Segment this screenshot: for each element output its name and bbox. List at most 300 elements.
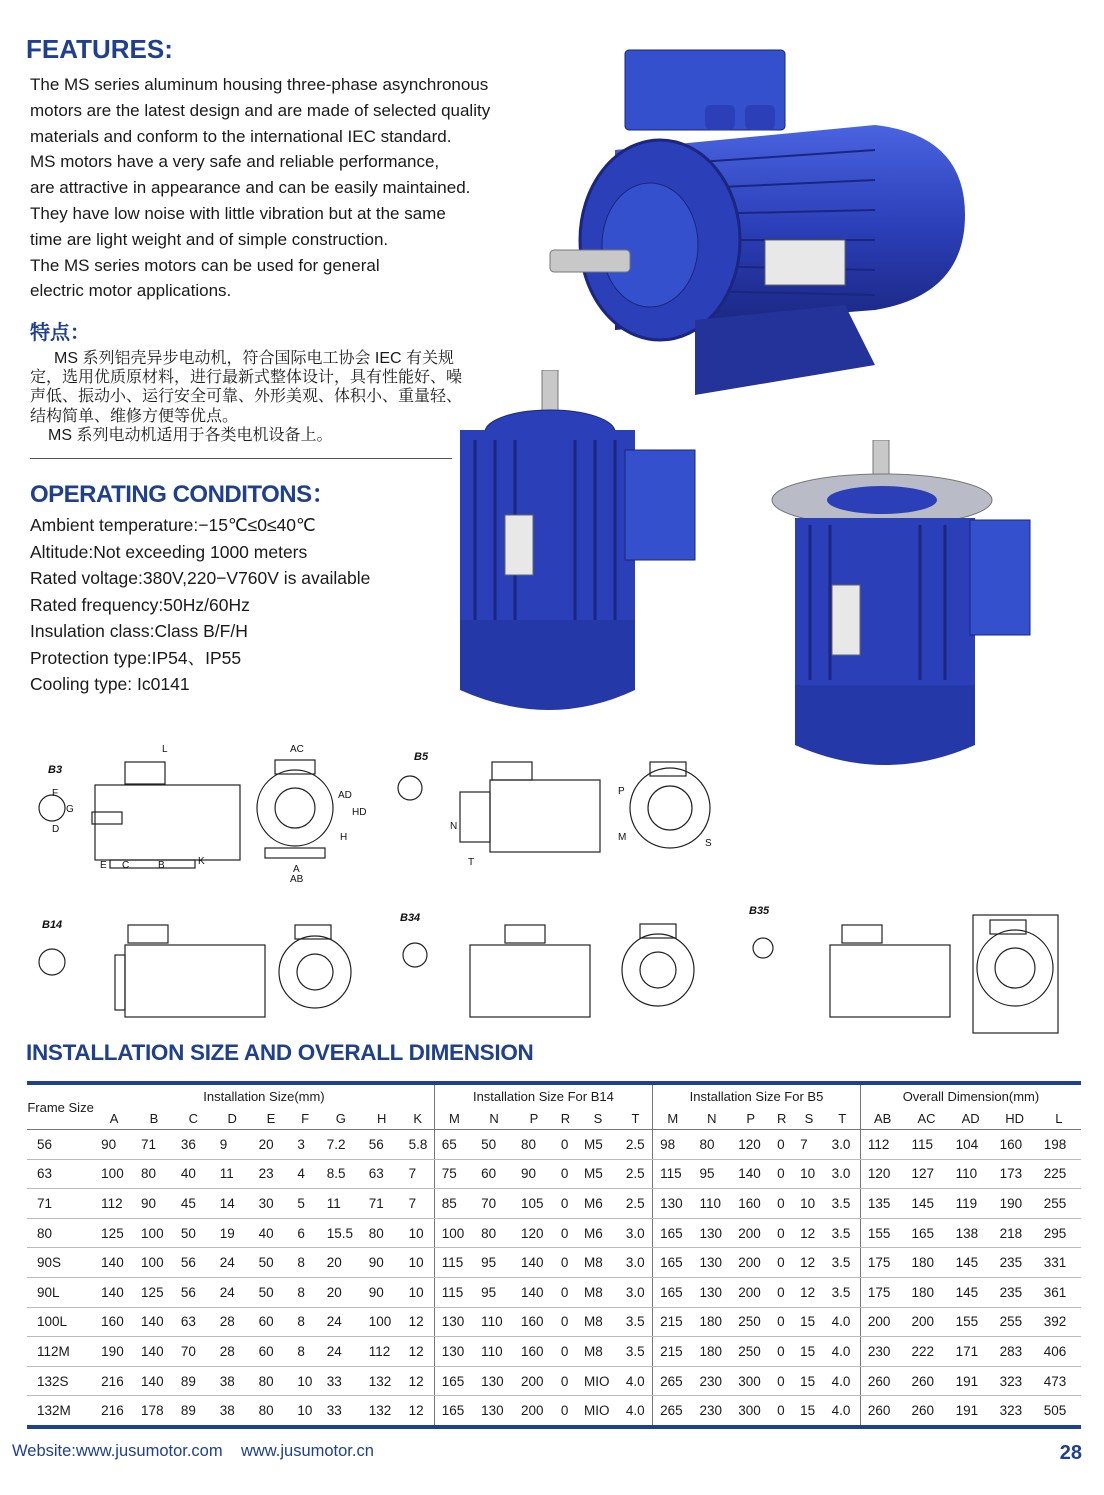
table-cell: 15 (793, 1366, 824, 1396)
table-cell: 0 (770, 1159, 793, 1189)
table-cell: 130 (434, 1307, 474, 1337)
frame-size-cell: 63 (27, 1159, 94, 1189)
table-cell: 95 (474, 1248, 514, 1278)
dim-label-m: M (618, 832, 627, 843)
table-cell: 140 (731, 1159, 770, 1189)
table-cell: 8 (290, 1248, 319, 1278)
table-cell: 125 (134, 1277, 174, 1307)
table-cell: 7 (402, 1189, 435, 1219)
table-cell: 104 (949, 1130, 993, 1160)
table-cell: 473 (1037, 1366, 1081, 1396)
table-cell: 3.5 (825, 1218, 861, 1248)
table-cell: 2.5 (619, 1130, 653, 1160)
table-row (27, 1277, 1081, 1307)
table-cell: 38 (213, 1366, 252, 1396)
table-cell: 0 (554, 1218, 577, 1248)
table-cell: 98 (653, 1130, 693, 1160)
dim-label-b: B (158, 860, 165, 871)
table-cell: 120 (860, 1159, 904, 1189)
features-cn-title: 特点： (30, 322, 90, 344)
table-cell: 0 (770, 1218, 793, 1248)
table-cell: 60 (252, 1337, 291, 1367)
dim-label-c: C (122, 860, 130, 871)
table-cell: 3.0 (619, 1218, 653, 1248)
table-cell: 4.0 (825, 1337, 861, 1367)
dim-label-s: S (705, 838, 712, 849)
table-cell: 140 (134, 1366, 174, 1396)
group-header-b5: Installation Size For B5 (653, 1083, 861, 1108)
table-cell: 56 (174, 1248, 213, 1278)
table-cell: 140 (134, 1337, 174, 1367)
table-cell: 80 (252, 1396, 291, 1427)
operating-line: Altitude:Not exceeding 1000 meters (30, 541, 308, 562)
table-cell: 70 (174, 1337, 213, 1367)
drawing-title-b14: B14 (42, 919, 63, 931)
features-line: are attractive in appearance and can be easily maintained. (30, 178, 471, 198)
column-header: D (213, 1108, 252, 1130)
table-cell: 15.5 (320, 1218, 362, 1248)
table-cell: 132 (362, 1396, 402, 1427)
table-cell: 260 (860, 1366, 904, 1396)
table-cell: 33 (320, 1396, 362, 1427)
table-cell: 115 (434, 1277, 474, 1307)
table-cell: 89 (174, 1396, 213, 1427)
table-cell: 140 (94, 1277, 134, 1307)
table-cell: 0 (554, 1130, 577, 1160)
table-cell: 392 (1037, 1307, 1081, 1337)
column-header: B (134, 1108, 174, 1130)
table-cell: 10 (290, 1366, 319, 1396)
dim-label-h: H (340, 832, 348, 843)
table-cell: 160 (514, 1307, 554, 1337)
operating-title: OPERATING CONDITONS： (30, 481, 336, 508)
group-header-installation: Installation Size(mm) (94, 1083, 434, 1108)
table-cell: 225 (1037, 1159, 1081, 1189)
table-cell: 95 (474, 1277, 514, 1307)
table-cell: 0 (554, 1248, 577, 1278)
table-cell: 323 (993, 1396, 1037, 1427)
dim-label-d: D (52, 824, 60, 835)
table-cell: 155 (949, 1307, 993, 1337)
table-cell: 130 (692, 1248, 731, 1278)
column-header: H (362, 1108, 402, 1130)
table-cell: 10 (290, 1396, 319, 1427)
table-cell: 100 (134, 1248, 174, 1278)
table-cell: 145 (949, 1248, 993, 1278)
table-cell: 56 (174, 1277, 213, 1307)
table-cell: 138 (949, 1218, 993, 1248)
table-row (27, 1307, 1081, 1337)
table-cell: 90 (362, 1248, 402, 1278)
table-cell: 230 (860, 1337, 904, 1367)
table-cell: 100 (94, 1159, 134, 1189)
column-header: N (692, 1108, 731, 1130)
table-cell: 155 (860, 1218, 904, 1248)
table-cell: 255 (993, 1307, 1037, 1337)
table-cell: M8 (577, 1307, 619, 1337)
column-header: A (94, 1108, 134, 1130)
table-cell: 3.0 (825, 1159, 861, 1189)
table-cell: 3.5 (825, 1277, 861, 1307)
table-cell: 160 (993, 1130, 1037, 1160)
table-cell: 3.5 (619, 1307, 653, 1337)
table-row (27, 1159, 1081, 1189)
table-cell: 20 (252, 1130, 291, 1160)
table-cell: 12 (402, 1366, 435, 1396)
table-cell: 112 (860, 1130, 904, 1160)
table-cell: 0 (554, 1307, 577, 1337)
table-cell: 190 (94, 1337, 134, 1367)
table-cell: 56 (362, 1130, 402, 1160)
table-cell: 110 (474, 1307, 514, 1337)
frame-size-cell: 90S (27, 1248, 94, 1278)
table-cell: 8.5 (320, 1159, 362, 1189)
column-header: AD (949, 1108, 993, 1130)
drawing-title-b5: B5 (414, 751, 429, 763)
motor-photo-b14 (455, 370, 705, 720)
table-cell: 0 (770, 1337, 793, 1367)
dimension-drawings (30, 740, 1090, 1040)
table-cell: 260 (904, 1366, 948, 1396)
table-cell: 80 (474, 1218, 514, 1248)
table-cell: 60 (252, 1307, 291, 1337)
table-cell: 119 (949, 1189, 993, 1219)
table-cell: 40 (252, 1218, 291, 1248)
table-cell: 0 (554, 1337, 577, 1367)
table-cell: 198 (1037, 1130, 1081, 1160)
table-cell: 200 (731, 1277, 770, 1307)
table-cell: 250 (731, 1307, 770, 1337)
table-cell: 0 (554, 1277, 577, 1307)
table-cell: 130 (653, 1189, 693, 1219)
features-cn-line: MS 系列铝壳异步电动机，符合国际电工协会 IEC 有关规 (54, 350, 455, 367)
table-cell: 145 (904, 1189, 948, 1219)
features-cn-line: 结构简单、维修方便等优点。 (30, 407, 239, 425)
table-cell: 8 (290, 1277, 319, 1307)
table-cell: 4.0 (825, 1396, 861, 1427)
table-cell: 175 (860, 1248, 904, 1278)
features-text (30, 72, 550, 304)
footer-website: Website:www.jusumotor.com www.jusumotor.cn (12, 1442, 374, 1460)
column-header: P (514, 1108, 554, 1130)
table-cell: 105 (514, 1189, 554, 1219)
dimension-table (27, 1081, 1081, 1429)
table-cell: 200 (731, 1248, 770, 1278)
table-cell: 14 (213, 1189, 252, 1219)
column-header: G (320, 1108, 362, 1130)
table-row (27, 1396, 1081, 1427)
table-cell: 12 (793, 1277, 824, 1307)
features-line: motors are the latest design and are made of selected quality (30, 100, 491, 120)
table-cell: 11 (320, 1189, 362, 1219)
table-cell: 30 (252, 1189, 291, 1219)
table-cell: 90 (514, 1159, 554, 1189)
table-cell: 216 (94, 1366, 134, 1396)
column-header: S (577, 1108, 619, 1130)
table-cell: 200 (860, 1307, 904, 1337)
table-row (27, 1130, 1081, 1160)
table-cell: 100 (434, 1218, 474, 1248)
table-cell: 12 (793, 1248, 824, 1278)
table-cell: M6 (577, 1218, 619, 1248)
features-line: The MS series aluminum housing three-phase asynchronous (30, 75, 489, 94)
table-cell: 15 (793, 1337, 824, 1367)
table-cell: 265 (653, 1366, 693, 1396)
table-cell: 0 (770, 1307, 793, 1337)
table-cell: 20 (320, 1277, 362, 1307)
table-cell: 95 (692, 1159, 731, 1189)
column-header: AC (904, 1108, 948, 1130)
table-cell: 12 (402, 1307, 435, 1337)
table-cell: 4.0 (619, 1366, 653, 1396)
table-cell: 165 (653, 1248, 693, 1278)
table-cell: 12 (402, 1337, 435, 1367)
table-cell: 130 (474, 1396, 514, 1427)
table-cell: 222 (904, 1337, 948, 1367)
table-cell: 132 (362, 1366, 402, 1396)
table-cell: 0 (554, 1396, 577, 1427)
table-cell: 75 (434, 1159, 474, 1189)
table-cell: 10 (402, 1277, 435, 1307)
install-title: INSTALLATION SIZE AND OVERALL DIMENSION (26, 1040, 534, 1065)
table-cell: 12 (402, 1396, 435, 1427)
table-cell: 19 (213, 1218, 252, 1248)
table-cell: M6 (577, 1189, 619, 1219)
table-cell: 8 (290, 1337, 319, 1367)
table-cell: 10 (793, 1189, 824, 1219)
table-cell: 0 (770, 1396, 793, 1427)
table-cell: 0 (554, 1189, 577, 1219)
table-cell: 100 (362, 1307, 402, 1337)
table-cell: 89 (174, 1366, 213, 1396)
dim-label-k: K (198, 856, 205, 867)
table-cell: 10 (793, 1159, 824, 1189)
table-cell: 3 (290, 1130, 319, 1160)
table-cell: 3.5 (825, 1189, 861, 1219)
table-cell: 7 (793, 1130, 824, 1160)
table-cell: 361 (1037, 1277, 1081, 1307)
table-cell: 71 (362, 1189, 402, 1219)
table-cell: 140 (514, 1248, 554, 1278)
features-cn-line: 定，选用优质原材料，进行最新式整体设计，具有性能好、噪 (30, 369, 463, 387)
table-cell: 4 (290, 1159, 319, 1189)
table-cell: M8 (577, 1248, 619, 1278)
motor-photo-b3 (545, 45, 975, 405)
table-cell: 127 (904, 1159, 948, 1189)
column-header: E (252, 1108, 291, 1130)
frame-size-cell: 56 (27, 1130, 94, 1160)
operating-line: Ambient temperature:−15℃≤0≤40℃ (30, 515, 316, 535)
table-cell: 50 (252, 1248, 291, 1278)
column-header: F (290, 1108, 319, 1130)
column-header: N (474, 1108, 514, 1130)
table-cell: 120 (731, 1130, 770, 1160)
frame-size-cell: 90L (27, 1277, 94, 1307)
table-cell: 38 (213, 1396, 252, 1427)
column-header: R (554, 1108, 577, 1130)
table-cell: 0 (770, 1189, 793, 1219)
table-cell: 180 (692, 1337, 731, 1367)
table-cell: 125 (94, 1218, 134, 1248)
table-cell: 300 (731, 1366, 770, 1396)
frame-size-cell: 112M (27, 1337, 94, 1367)
drawing-title-b35: B35 (749, 905, 770, 917)
table-cell: 10 (402, 1218, 435, 1248)
table-cell: 260 (904, 1396, 948, 1427)
table-cell: 11 (213, 1159, 252, 1189)
table-cell: 171 (949, 1337, 993, 1367)
table-cell: 180 (692, 1307, 731, 1337)
table-cell: 110 (692, 1189, 731, 1219)
column-header: M (434, 1108, 474, 1130)
features-line: The MS series motors can be used for general (30, 255, 380, 275)
table-cell: 100 (134, 1218, 174, 1248)
table-cell: 295 (1037, 1218, 1081, 1248)
column-header: C (174, 1108, 213, 1130)
section-divider (30, 458, 452, 459)
operating-line: Rated frequency:50Hz/60Hz (30, 594, 250, 615)
table-cell: 50 (252, 1277, 291, 1307)
frame-size-cell: 71 (27, 1189, 94, 1219)
table-cell: 323 (993, 1366, 1037, 1396)
table-cell: 0 (770, 1130, 793, 1160)
features-line: They have low noise with little vibration but at the same (30, 203, 446, 223)
table-cell: 115 (653, 1159, 693, 1189)
table-cell: 191 (949, 1396, 993, 1427)
table-cell: 40 (174, 1159, 213, 1189)
table-cell: 130 (692, 1277, 731, 1307)
dim-label-hd: HD (352, 807, 367, 818)
table-cell: MIO (577, 1396, 619, 1427)
column-header: T (619, 1108, 653, 1130)
table-cell: 70 (474, 1189, 514, 1219)
table-cell: 24 (213, 1248, 252, 1278)
table-cell: 50 (174, 1218, 213, 1248)
table-cell: M8 (577, 1277, 619, 1307)
column-header: M (653, 1108, 693, 1130)
table-cell: 230 (692, 1366, 731, 1396)
drawing-title-b34: B34 (400, 912, 421, 924)
table-cell: 36 (174, 1130, 213, 1160)
table-cell: 235 (993, 1248, 1037, 1278)
table-cell: 135 (860, 1189, 904, 1219)
column-header: S (793, 1108, 824, 1130)
table-cell: 3.0 (825, 1130, 861, 1160)
table-cell: 33 (320, 1366, 362, 1396)
table-cell: 110 (949, 1159, 993, 1189)
features-line: materials and conform to the international IEC standard. (30, 126, 452, 146)
drawing-title-b3: B3 (48, 764, 63, 776)
table-cell: 90 (134, 1189, 174, 1219)
table-cell: 5 (290, 1189, 319, 1219)
table-cell: 180 (904, 1248, 948, 1278)
table-cell: 15 (793, 1307, 824, 1337)
table-cell: 140 (94, 1248, 134, 1278)
table-cell: 130 (434, 1337, 474, 1367)
table-cell: 80 (692, 1130, 731, 1160)
table-cell: 10 (402, 1248, 435, 1278)
table-row (27, 1189, 1081, 1219)
table-cell: 283 (993, 1337, 1037, 1367)
table-cell: 215 (653, 1307, 693, 1337)
table-cell: 230 (692, 1396, 731, 1427)
table-cell: 9 (213, 1130, 252, 1160)
table-cell: 63 (362, 1159, 402, 1189)
table-cell: 406 (1037, 1337, 1081, 1367)
page-number: 28 (1059, 1442, 1082, 1464)
frame-size-cell: 132S (27, 1366, 94, 1396)
table-cell: 6 (290, 1218, 319, 1248)
dim-label-p: P (618, 786, 625, 797)
table-cell: 0 (770, 1248, 793, 1278)
dim-label-n: N (450, 821, 458, 832)
column-header: R (770, 1108, 793, 1130)
table-cell: 165 (904, 1218, 948, 1248)
table-cell: 80 (252, 1366, 291, 1396)
features-line: time are light weight and of simple construction. (30, 229, 389, 249)
table-cell: 110 (474, 1337, 514, 1367)
table-cell: 28 (213, 1337, 252, 1367)
table-cell: 120 (514, 1218, 554, 1248)
table-cell: M5 (577, 1130, 619, 1160)
table-cell: 65 (434, 1130, 474, 1160)
table-cell: 200 (514, 1396, 554, 1427)
table-cell: 260 (860, 1396, 904, 1427)
motor-photo-b5 (770, 440, 1040, 770)
table-cell: 300 (731, 1396, 770, 1427)
table-cell: 165 (434, 1396, 474, 1427)
table-cell: 50 (474, 1130, 514, 1160)
table-cell: 85 (434, 1189, 474, 1219)
table-cell: 505 (1037, 1396, 1081, 1427)
table-cell: 145 (949, 1277, 993, 1307)
table-cell: 112 (94, 1189, 134, 1219)
table-cell: M5 (577, 1159, 619, 1189)
table-cell: 0 (770, 1277, 793, 1307)
dim-label-f: F (52, 788, 59, 799)
table-cell: 7.2 (320, 1130, 362, 1160)
features-line: MS motors have a very safe and reliable performance, (30, 152, 440, 172)
table-cell: 218 (993, 1218, 1037, 1248)
frame-size-cell: 100L (27, 1307, 94, 1337)
table-cell: 200 (731, 1218, 770, 1248)
table-cell: 235 (993, 1277, 1037, 1307)
table-cell: 115 (434, 1248, 474, 1278)
table-cell: 90 (94, 1130, 134, 1160)
table-cell: 0 (554, 1159, 577, 1189)
dim-label-l: L (162, 744, 168, 755)
dim-label-ad: AD (338, 790, 352, 801)
table-cell: 130 (474, 1366, 514, 1396)
table-cell: 160 (94, 1307, 134, 1337)
table-cell: 63 (174, 1307, 213, 1337)
table-cell: 255 (1037, 1189, 1081, 1219)
table-cell: 165 (653, 1277, 693, 1307)
table-cell: 20 (320, 1248, 362, 1278)
table-cell: 24 (320, 1337, 362, 1367)
table-cell: 130 (692, 1218, 731, 1248)
group-header-overall: Overall Dimension(mm) (860, 1083, 1081, 1108)
operating-line: Rated voltage:380V,220−V760V is available (30, 568, 371, 588)
dim-label-g: G (66, 804, 74, 815)
features-title: FEATURES: (26, 34, 173, 64)
table-cell: 3.0 (619, 1248, 653, 1278)
frame-size-cell: 80 (27, 1218, 94, 1248)
dim-label-e: E (100, 860, 107, 871)
table-cell: 4.0 (825, 1366, 861, 1396)
table-cell: 2.5 (619, 1189, 653, 1219)
features-cn-line: 声低、振动小、运行安全可靠、外形美观、体积小、重量轻、 (30, 388, 463, 406)
